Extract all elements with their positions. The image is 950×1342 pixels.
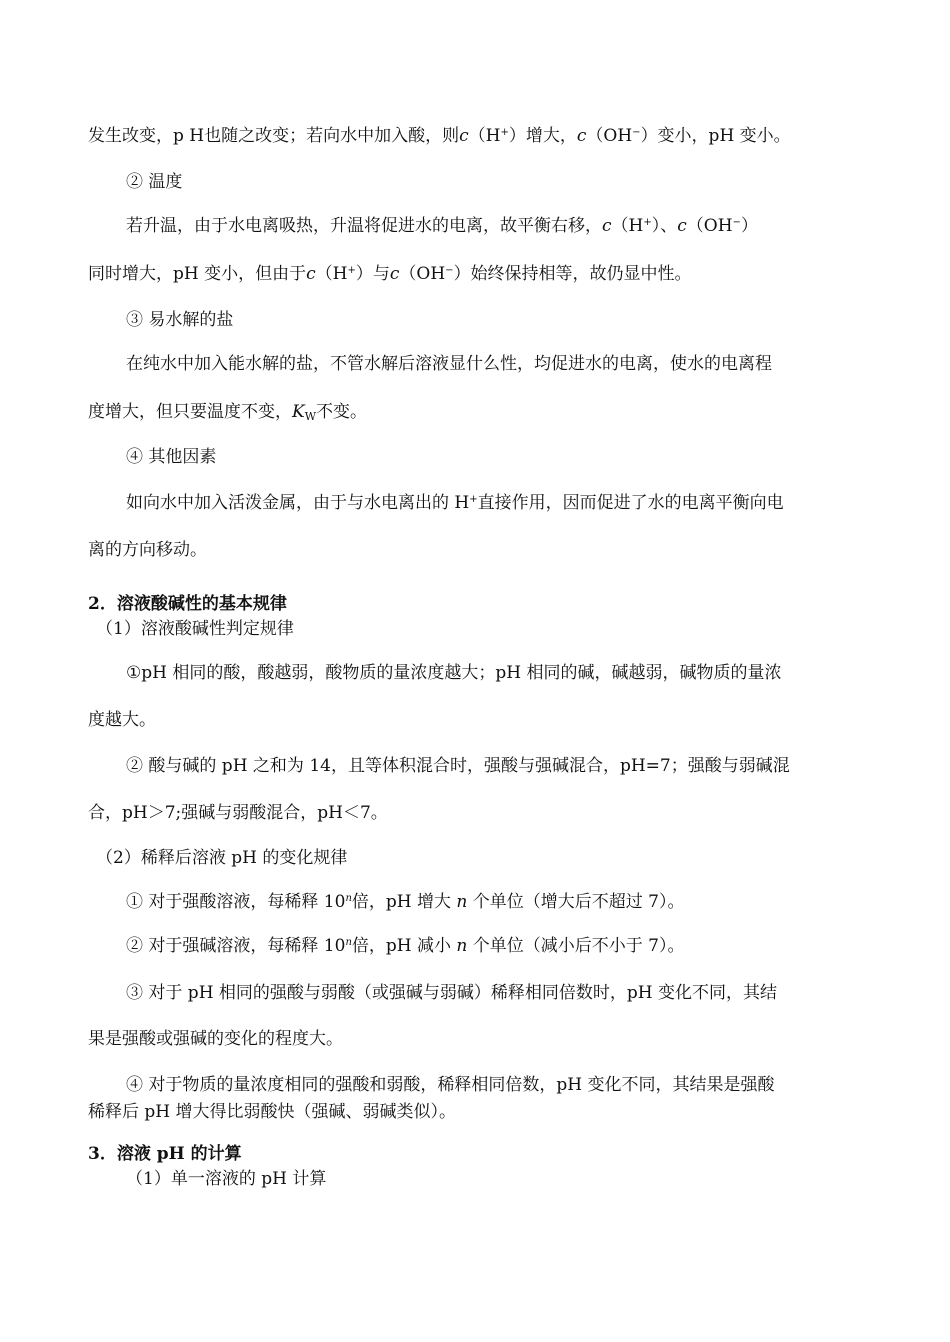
text: （H [611, 216, 644, 236]
text: 同时增大，pH 变小，但由于 [88, 264, 307, 284]
paragraph-line [88, 263, 878, 285]
paragraph-line [88, 125, 878, 147]
paragraph-line: 度越大。 [88, 710, 156, 730]
kw-symbol: K [292, 402, 305, 422]
section-heading: 2．溶液酸碱性的基本规律 [88, 594, 287, 614]
conc-symbol: c [459, 126, 469, 146]
conc-symbol: c [306, 264, 316, 284]
superscript: + [500, 127, 509, 138]
superscript: + [643, 217, 652, 228]
text: 个单位（减小后不小于 7）。 [467, 936, 685, 956]
section-heading: 3．溶液 pH 的计算 [88, 1144, 242, 1164]
text: 倍，pH 增大 [351, 892, 457, 912]
superscript: + [347, 265, 356, 276]
subsection-heading: （1）溶液酸碱性判定规律 [96, 619, 294, 639]
subscript: W [304, 410, 317, 423]
conc-symbol: c [576, 126, 587, 146]
paragraph-line [126, 935, 878, 957]
paragraph-line: 合，pH＞7;强碱与弱酸混合，pH＜7。 [88, 803, 388, 823]
item-heading-other-factors: ④ 其他因素 [126, 447, 217, 467]
text: ） [740, 216, 758, 236]
paragraph-line: 离的方向移动。 [88, 540, 207, 560]
text: 直接作用，因而促进了水的电离平衡向电 [477, 493, 784, 513]
text: 倍，pH 减小 [351, 936, 457, 956]
text: ）变小，pH 变小。 [640, 126, 791, 146]
paragraph-line: 稀释后 pH 增大得比弱酸快（强碱、弱碱类似）。 [88, 1102, 457, 1122]
subsection-heading: （2）稀释后溶液 pH 的变化规律 [96, 848, 348, 868]
paragraph-line: 在纯水中加入能水解的盐，不管水解后溶液显什么性，均促进水的电离，使水的电离程 [126, 354, 772, 374]
paragraph-line: ② 酸与碱的 pH 之和为 14，且等体积混合时，强酸与强碱混合，pH=7；强酸与弱碱混 [126, 756, 790, 776]
superscript: n [345, 893, 352, 904]
conc-symbol: c [602, 216, 612, 236]
text: （OH [399, 264, 446, 284]
conc-symbol: c [677, 216, 687, 236]
text: ② 对于强碱溶液，每稀释 10 [126, 936, 346, 956]
paragraph-line: ①pH 相同的酸，酸越弱，酸物质的量浓度越大；pH 相同的碱，碱越弱，碱物质的量浓 [126, 663, 782, 683]
text: 发生改变，p H也随之改变；若向水中加入酸，则 [88, 126, 460, 146]
item-heading-hydrolyzable-salt: ③ 易水解的盐 [126, 310, 234, 330]
text: 度增大，但只要温度不变， [88, 402, 292, 422]
conc-symbol: c [389, 264, 400, 284]
text: （H [468, 126, 501, 146]
text: ）始终保持相等，故仍显中性。 [453, 264, 692, 284]
text: （H [315, 264, 348, 284]
paragraph-line [126, 891, 878, 913]
superscript: n [345, 937, 352, 948]
text: ① 对于强酸溶液，每稀释 10 [126, 892, 346, 912]
paragraph-line: ④ 对于物质的量浓度相同的强酸和弱酸，稀释相同倍数，pH 变化不同，其结果是强酸 [126, 1075, 775, 1095]
paragraph-line: 果是强酸或强碱的变化的程度大。 [88, 1029, 343, 1049]
text: ）增大， [508, 126, 577, 146]
text: （OH [686, 216, 733, 236]
variable: n [456, 892, 468, 912]
paragraph-line [126, 492, 878, 514]
superscript: − [732, 217, 741, 228]
subsection-heading: （1）单一溶液的 pH 计算 [126, 1169, 327, 1189]
text: ）、 [651, 216, 678, 236]
paragraph-line [88, 401, 878, 423]
superscript: − [632, 127, 641, 138]
text: 不变。 [316, 402, 368, 422]
paragraph-line: ③ 对于 pH 相同的强酸与弱酸（或强碱与弱碱）稀释相同倍数时，pH 变化不同，其结 [126, 983, 778, 1003]
text: 若升温，由于水电离吸热，升温将促进水的电离，故平衡右移， [126, 216, 602, 236]
variable: n [456, 936, 468, 956]
paragraph-line [126, 215, 878, 237]
text: 个单位（增大后不超过 7）。 [467, 892, 685, 912]
superscript: − [445, 265, 454, 276]
superscript: + [469, 494, 478, 505]
text: 如向水中加入活泼金属，由于与水电离出的 H [126, 493, 470, 513]
text: ）与 [355, 264, 390, 284]
text: （OH [586, 126, 633, 146]
item-heading-temperature: ② 温度 [126, 172, 183, 192]
